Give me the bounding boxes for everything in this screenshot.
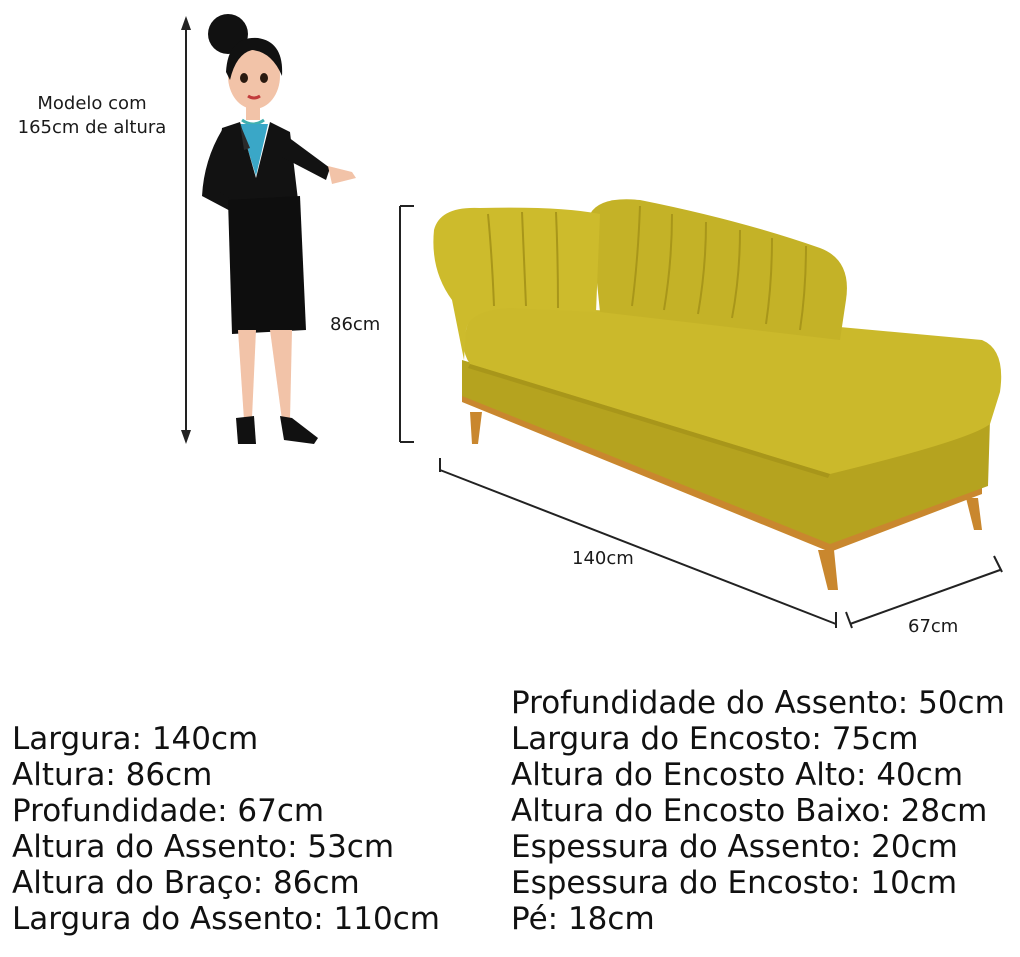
spec-espessura-assento: Espessura do Assento: 20cm xyxy=(511,829,958,865)
spec-largura-encosto: Largura do Encosto: 75cm xyxy=(511,721,919,757)
model-height-arrow xyxy=(181,16,191,444)
model-caption-line2: 165cm de altura xyxy=(17,117,167,138)
sofa-height-bracket xyxy=(400,206,414,442)
spec-pe: Pé: 18cm xyxy=(511,901,655,937)
specs-right-list xyxy=(511,685,1005,937)
spec-altura-encosto-alto: Altura do Encosto Alto: 40cm xyxy=(511,757,964,793)
spec-altura-encosto-baixo: Altura do Encosto Baixo: 28cm xyxy=(511,793,988,829)
specs-left-list xyxy=(12,721,440,937)
width-dimension-label: 140cm xyxy=(572,548,634,569)
spec-altura: Altura: 86cm xyxy=(12,757,213,793)
sofa-leg-front-right xyxy=(818,550,838,590)
sofa-leg-back-right xyxy=(966,498,982,530)
height-dimension-label: 86cm xyxy=(330,314,381,335)
spec-largura: Largura: 140cm xyxy=(12,721,259,757)
sofa-leg-front-left xyxy=(470,412,482,444)
depth-dimension-label: 67cm xyxy=(908,616,959,637)
spec-profundidade: Profundidade: 67cm xyxy=(12,793,325,829)
spec-profundidade-assento: Profundidade do Assento: 50cm xyxy=(511,685,1005,721)
spec-altura-braco: Altura do Braço: 86cm xyxy=(12,865,360,901)
spec-espessura-encosto: Espessura do Encosto: 10cm xyxy=(511,865,958,901)
chaise-sofa xyxy=(433,199,1001,590)
model-caption-line1: Modelo com xyxy=(37,93,147,114)
spec-largura-assento: Largura do Assento: 110cm xyxy=(12,901,440,937)
model-figure xyxy=(202,14,356,444)
spec-altura-assento: Altura do Assento: 53cm xyxy=(12,829,395,865)
